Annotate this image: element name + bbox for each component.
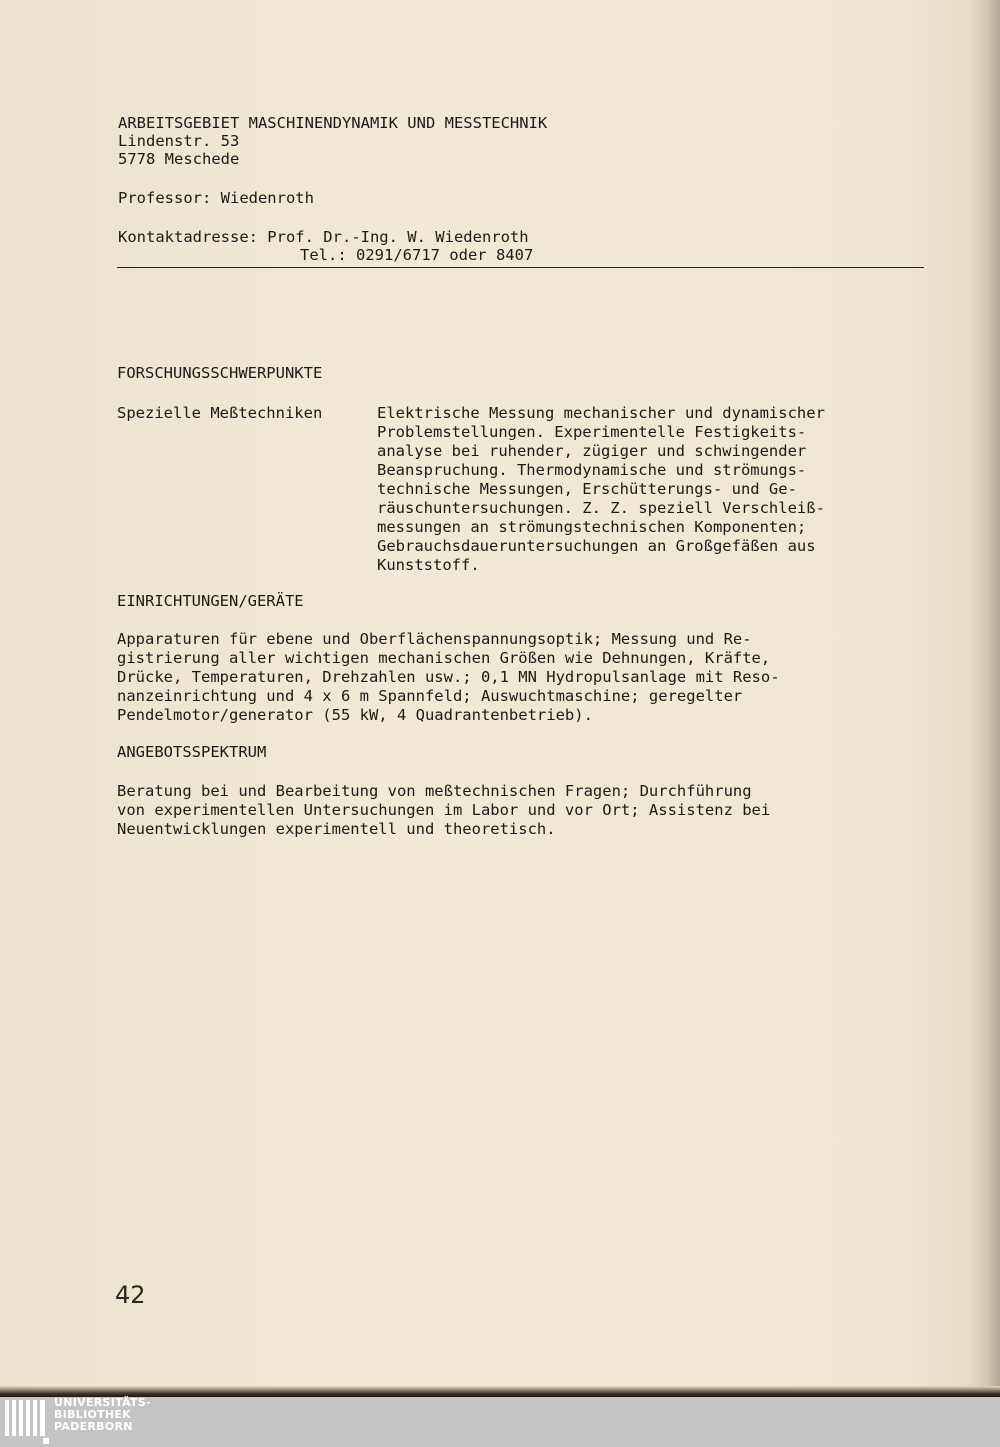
research-text [377,404,937,575]
research-line: technische Messungen, Erschütterungs- und Ge- [377,480,797,498]
offers-text [117,782,770,839]
equipment-line: gistrierung aller wichtigen mechanischen Größen wie Dehnungen, Kräfte, [117,649,771,667]
equipment-line: Apparaturen für ebene und Oberflächenspannungsoptik; Messung und Re- [117,630,752,648]
research-line: Elektrische Messung mechanischer und dynamischer [377,404,825,422]
institute-title: ARBEITSGEBIET MASCHINENDYNAMIK UND MESSTECHNIK [118,114,548,132]
professor-line: Professor: Wiedenroth [118,189,314,207]
offers-heading: ANGEBOTSSPEKTRUM [117,743,267,761]
equipment-text [117,630,780,725]
logo-line: PADERBORN [54,1420,133,1433]
research-heading: FORSCHUNGSSCHWERPUNKTE [117,364,323,382]
research-line: messungen an strömungstechnischen Komponenten; [377,518,807,536]
offers-line: Beratung bei und Bearbeitung von meßtechnischen Fragen; Durchführung [117,782,752,800]
research-label: Spezielle Meßtechniken [117,404,323,422]
equipment-line: Drücke, Temperaturen, Drehzahlen usw.; 0,1 MN Hydropulsanlage mit Reso- [117,668,780,686]
logo-line: UNIVERSITÄTS- [54,1396,151,1409]
address-street: Lindenstr. 53 [118,132,240,150]
contact-line: Kontaktadresse: Prof. Dr.-Ing. W. Wiedenroth [118,228,529,246]
equipment-heading: EINRICHTUNGEN/GERÄTE [117,592,304,610]
research-line: Kunststoff. [377,556,480,574]
research-line: analyse bei ruhender, zügiger und schwingender [377,442,807,460]
phone-line: Tel.: 0291/6717 oder 8407 [300,246,534,264]
offers-line: von experimentellen Untersuchungen im Labor und vor Ort; Assistenz bei [117,801,771,819]
page-edge-shadow [970,0,1000,1397]
offers-line: Neuentwicklungen experimentell und theoretisch. [117,820,556,838]
equipment-line: Pendelmotor/generator (55 kW, 4 Quadrantenbetrieb). [117,706,593,724]
page-number: 42 [115,1281,146,1309]
library-logo-text [54,1397,151,1433]
equipment-line: nanzeinrichtung und 4 x 6 m Spannfeld; Auswuchtmaschine; geregelter [117,687,743,705]
research-line: Beanspruchung. Thermodynamische und strömungs- [377,461,807,479]
address-city: 5778 Meschede [118,150,240,168]
library-logo-icon [5,1400,45,1444]
research-line: Gebrauchsdaueruntersuchungen an Großgefäßen aus [377,537,816,555]
research-line: Problemstellungen. Experimentelle Festigkeits- [377,423,807,441]
library-footer-bar [0,1397,1000,1447]
logo-line: BIBLIOTHEK [54,1408,132,1421]
research-line: räuschuntersuchungen. Z. Z. speziell Verschleiß- [377,499,825,517]
header-divider [117,267,924,268]
